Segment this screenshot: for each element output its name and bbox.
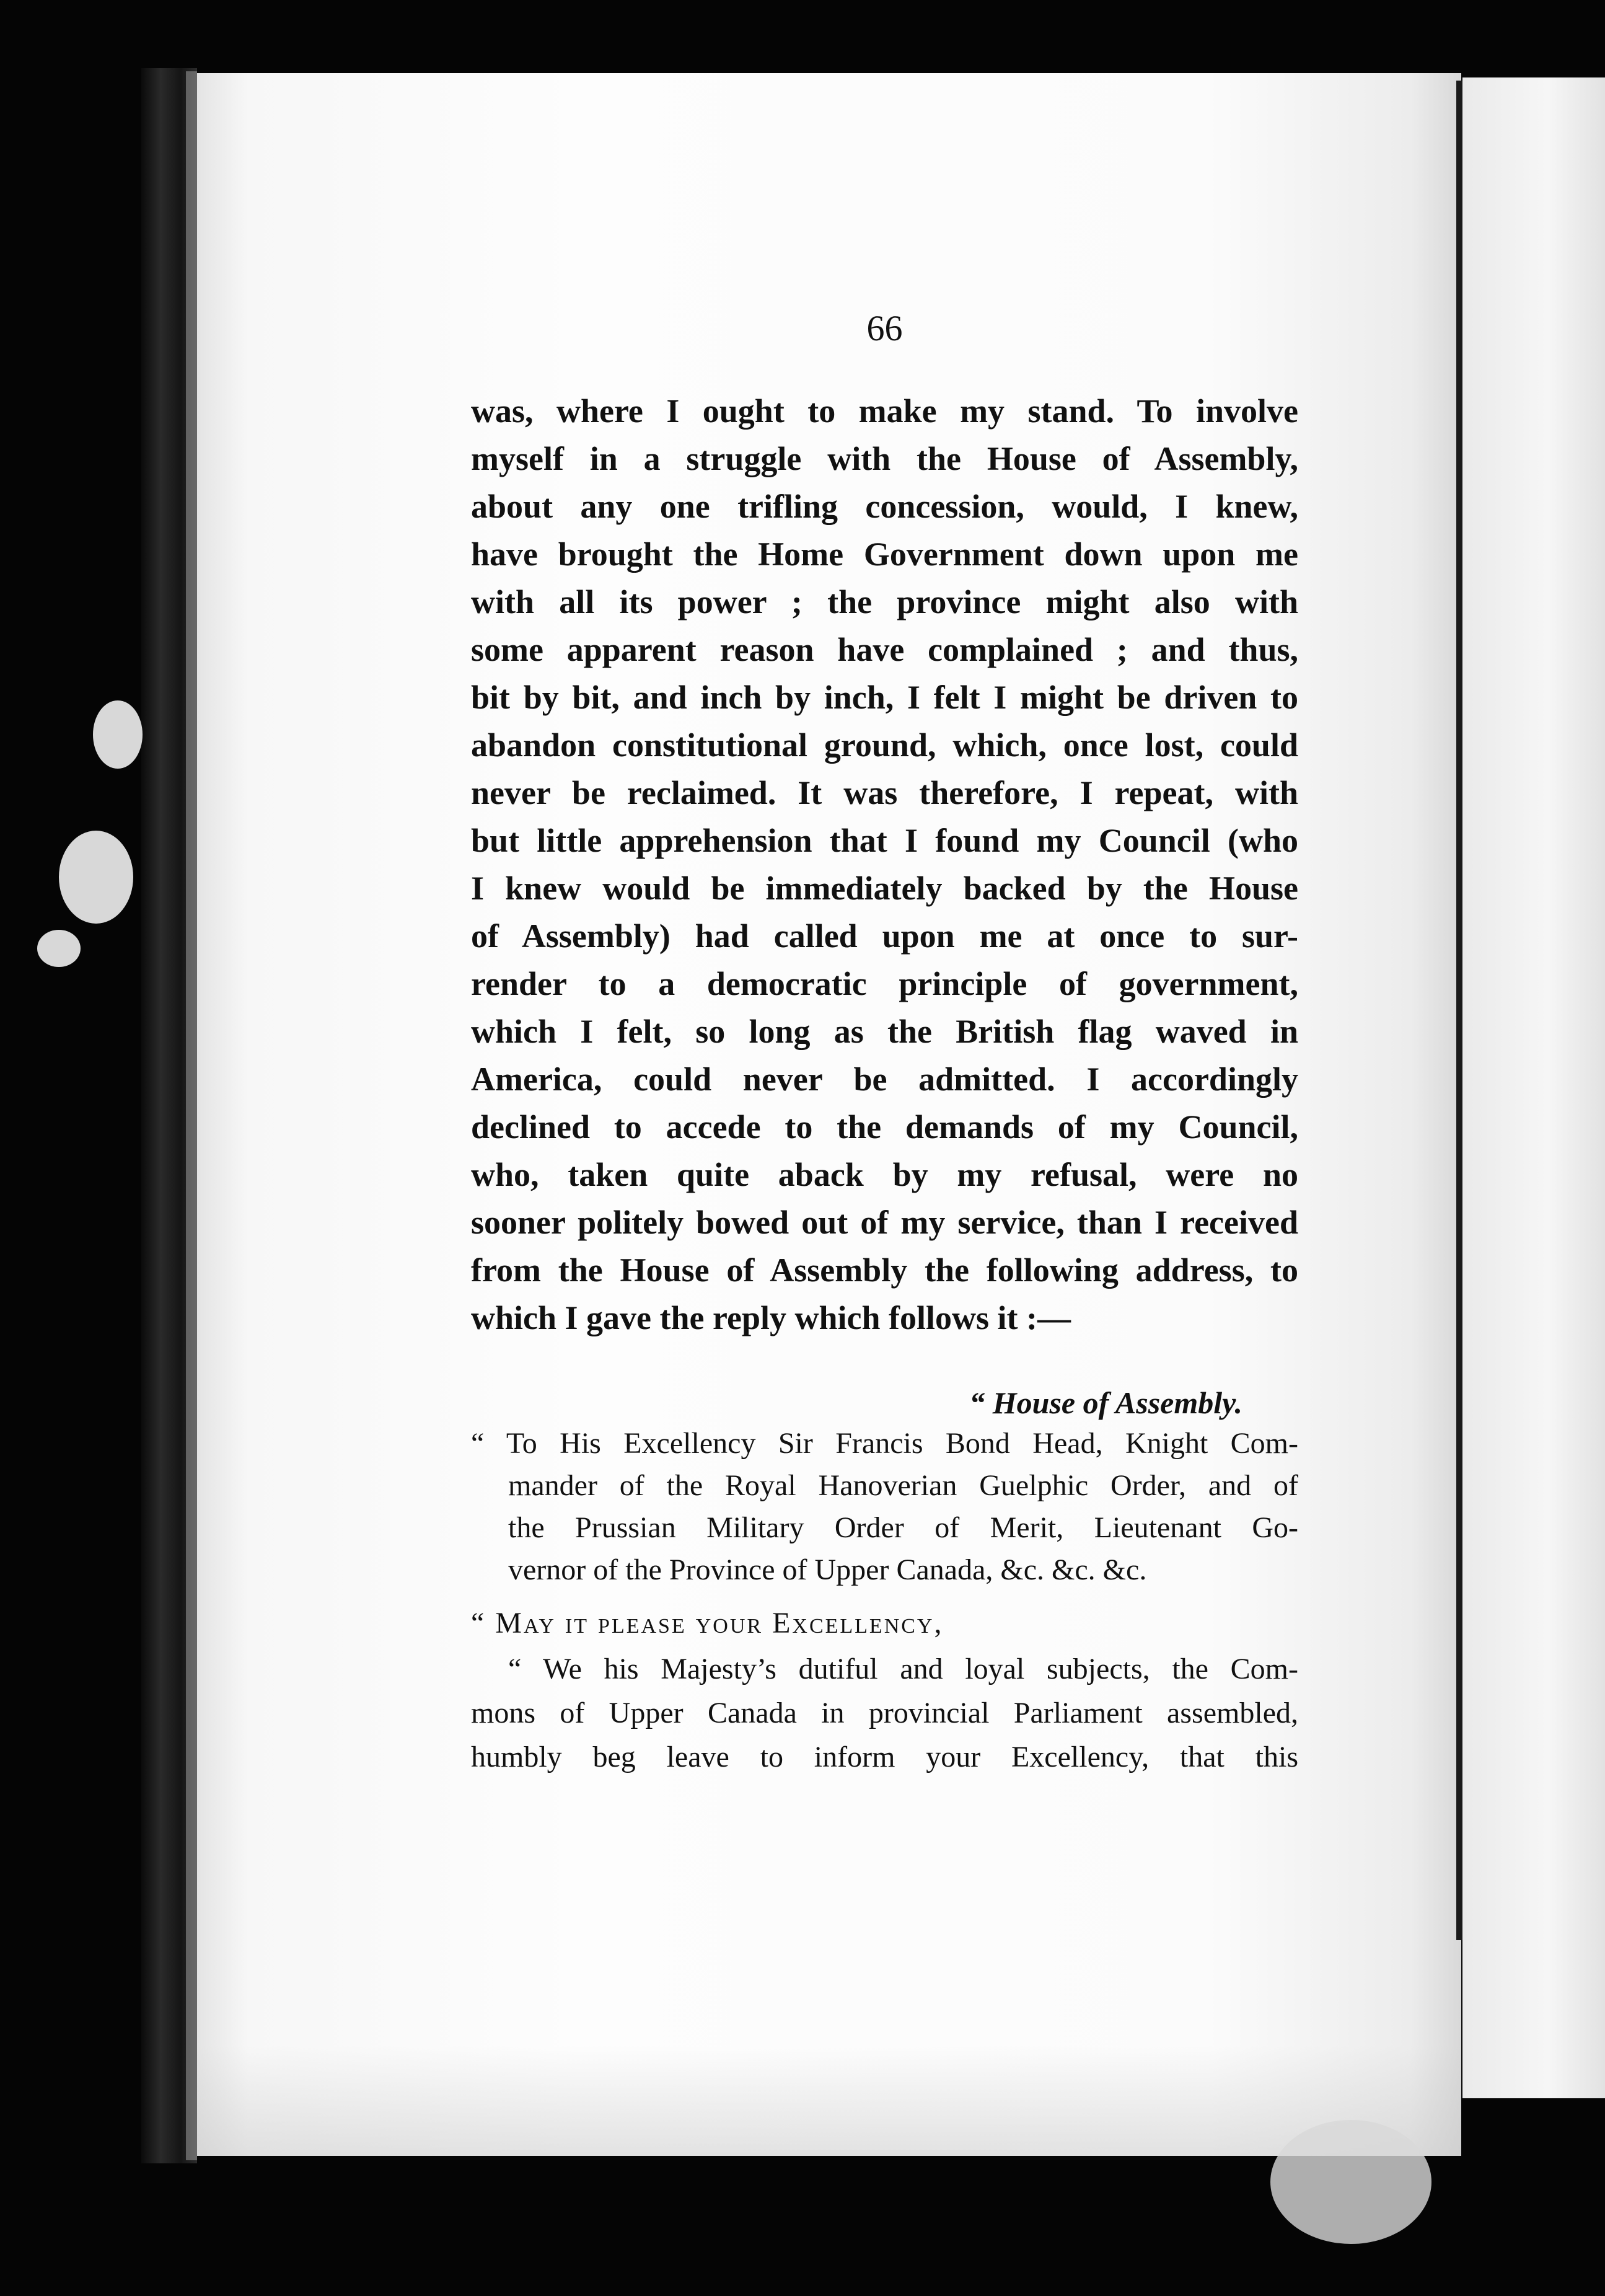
body-line: which I gave the reply which follows it :— (471, 1299, 1071, 1336)
body-line: I knew would be immediately backed by the House (471, 870, 1298, 907)
page-bottom-shade (197, 2046, 1461, 2156)
address-line: vernor of the Province of Upper Canada, &c. &c. &c. (508, 1553, 1147, 1586)
address-heading: “ House of Assembly. (969, 1385, 1242, 1420)
body-line: myself in a struggle with the House of Assembly, (471, 440, 1298, 477)
closing-line: “ We his Majesty’s dutiful and loyal subjects, the Com- (508, 1653, 1298, 1685)
paper-stain (93, 700, 143, 769)
body-line: have brought the Home Government down upon me (471, 536, 1298, 573)
body-line: America, could never be admitted. I accordingly (471, 1061, 1298, 1098)
body-line: from the House of Assembly the following address, to (471, 1252, 1298, 1289)
body-line: about any one trifling concession, would, I knew, (471, 488, 1298, 525)
body-line: bit by bit, and inch by inch, I felt I might be driven to (471, 679, 1298, 716)
paper-stain (1270, 2120, 1431, 2244)
right-page-edge (1462, 77, 1605, 2098)
paper-stain (37, 930, 81, 967)
address-line: “ To His Excellency Sir Francis Bond Head, Knight Com- (471, 1427, 1298, 1460)
body-line: was, where I ought to make my stand. To involve (471, 392, 1298, 430)
body-line: which I felt, so long as the British flag waved in (471, 1013, 1298, 1050)
salutation: “ May it please your Excellency, (471, 1607, 944, 1640)
gutter-line (1456, 81, 1462, 1940)
closing-line: mons of Upper Canada in provincial Parliament assembled, (471, 1697, 1298, 1729)
body-line: abandon constitutional ground, which, once lost, could (471, 726, 1298, 764)
page-edge (186, 71, 197, 2160)
body-line: never be reclaimed. It was therefore, I repeat, with (471, 774, 1298, 811)
page-number: 66 (866, 308, 903, 348)
body-line: with all its power ; the province might also with (471, 583, 1298, 620)
closing-line: humbly beg leave to inform your Excellency, that this (471, 1741, 1298, 1773)
body-line: who, taken quite aback by my refusal, were no (471, 1156, 1298, 1193)
address-line: the Prussian Military Order of Merit, Lieutenant Go- (508, 1511, 1298, 1544)
paper-stain (59, 831, 133, 924)
body-line: declined to accede to the demands of my Council, (471, 1108, 1298, 1146)
body-line: but little apprehension that I found my Council (who (471, 822, 1298, 859)
body-line: sooner politely bowed out of my service, than I received (471, 1204, 1298, 1241)
body-line: of Assembly) had called upon me at once to sur- (471, 917, 1298, 955)
body-line: some apparent reason have complained ; and thus, (471, 631, 1298, 668)
address-line: mander of the Royal Hanoverian Guelphic Order, and of (508, 1469, 1298, 1502)
body-line: render to a democratic principle of government, (471, 965, 1298, 1002)
